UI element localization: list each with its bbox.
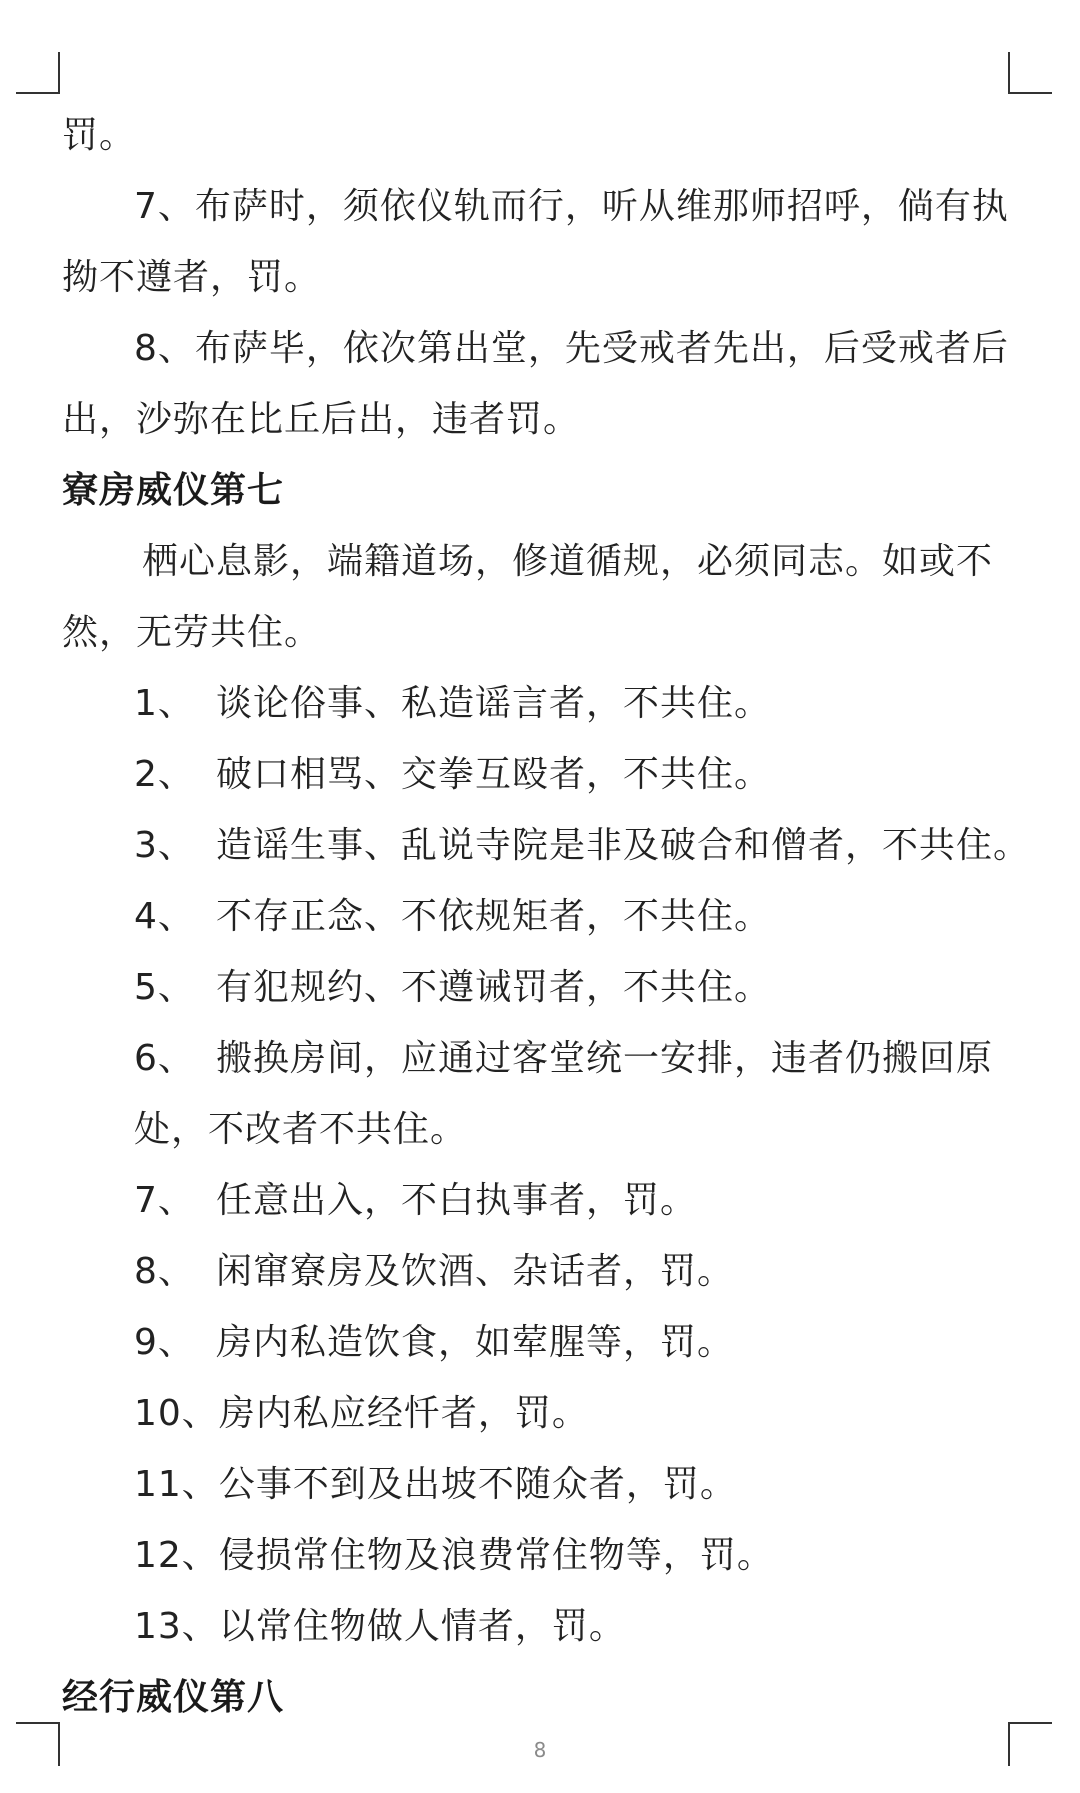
- list-item-number: 11、: [134, 1464, 219, 1505]
- crop-mark-top-left-horizontal: [16, 92, 60, 94]
- crop-mark-bottom-left-horizontal: [16, 1722, 60, 1724]
- list-item-text: 任意出入，不白执事者，罚。: [216, 1180, 698, 1221]
- list-item-continuation: [62, 1094, 1018, 1165]
- list-item: [62, 1520, 1018, 1591]
- section-intro-line: 然，无劳共住。: [62, 612, 322, 653]
- crop-mark-top-right-horizontal: [1008, 92, 1052, 94]
- list-item-number: 1、: [134, 683, 195, 724]
- list-item: [62, 1307, 1018, 1378]
- list-item-number: 5、: [134, 967, 195, 1008]
- list-item: [62, 881, 1018, 952]
- list-item-text: 搬换房间，应通过客堂统一安排，违者仍搬回原: [216, 1038, 994, 1079]
- section-intro-line: 栖心息影，端籍道场，修道循规，必须同志。如或不: [142, 541, 994, 582]
- text-line: 7、布萨时，须依仪轨而行，听从维那师招呼，倘有执: [134, 186, 1009, 227]
- list-item-text: 造谣生事、乱说寺院是非及破合和僧者，不共住。: [216, 825, 1031, 866]
- list-item-number: 10、: [134, 1393, 219, 1434]
- list-item-number: 3、: [134, 825, 195, 866]
- text-line: 8、布萨毕，依次第出堂，先受戒者先出，后受戒者后: [134, 328, 1009, 369]
- list-item: [62, 1023, 1018, 1094]
- list-item-number: 4、: [134, 896, 195, 937]
- list-item: [62, 668, 1018, 739]
- list-item: [62, 810, 1031, 881]
- list-item: [62, 739, 1018, 810]
- list-item-text: 不存正念、不依规矩者，不共住。: [216, 896, 772, 937]
- list-item-number: 2、: [134, 754, 195, 795]
- list-item: [62, 1236, 1018, 1307]
- crop-mark-top-right-vertical: [1008, 52, 1010, 94]
- list-item-text: 破口相骂、交拳互殴者，不共住。: [216, 754, 772, 795]
- list-item-text: 处，不改者不共住。: [134, 1109, 468, 1150]
- text-line: 拗不遵者，罚。: [62, 257, 322, 298]
- list-item-number: 12、: [134, 1535, 219, 1576]
- section-heading: 寮房威仪第七: [62, 470, 285, 511]
- list-item-number: 7、: [134, 1180, 195, 1221]
- text-line: 罚。: [62, 115, 137, 156]
- section-heading: 经行威仪第八: [62, 1677, 285, 1718]
- list-item-text: 以常住物做人情者，罚。: [218, 1606, 626, 1647]
- list-item-number: 9、: [134, 1322, 195, 1363]
- list-item-text: 房内私造饮食，如荤腥等，罚。: [216, 1322, 735, 1363]
- list-item-number: 8、: [134, 1251, 195, 1292]
- list-item: [62, 1591, 1018, 1662]
- list-item-number: 6、: [134, 1038, 195, 1079]
- list-item: [62, 952, 1018, 1023]
- list-item-text: 房内私应经忏者，罚。: [218, 1393, 589, 1434]
- list-item-number: 13、: [134, 1606, 219, 1647]
- crop-mark-top-left-vertical: [58, 52, 60, 94]
- list-item-text: 侵损常住物及浪费常住物等，罚。: [218, 1535, 774, 1576]
- list-item: [62, 1449, 1018, 1520]
- list-item-text: 公事不到及出坡不随众者，罚。: [218, 1464, 737, 1505]
- list-item-text: 有犯规约、不遵诫罚者，不共住。: [216, 967, 772, 1008]
- page-number: 8: [533, 1738, 547, 1762]
- list-item: [62, 1378, 1018, 1449]
- list-item: [62, 1165, 1018, 1236]
- list-item-text: 闲窜寮房及饮酒、杂话者，罚。: [216, 1251, 735, 1292]
- page-body: [62, 100, 1031, 1733]
- list-item-text: 谈论俗事、私造谣言者，不共住。: [216, 683, 772, 724]
- text-line: 出，沙弥在比丘后出，违者罚。: [62, 399, 581, 440]
